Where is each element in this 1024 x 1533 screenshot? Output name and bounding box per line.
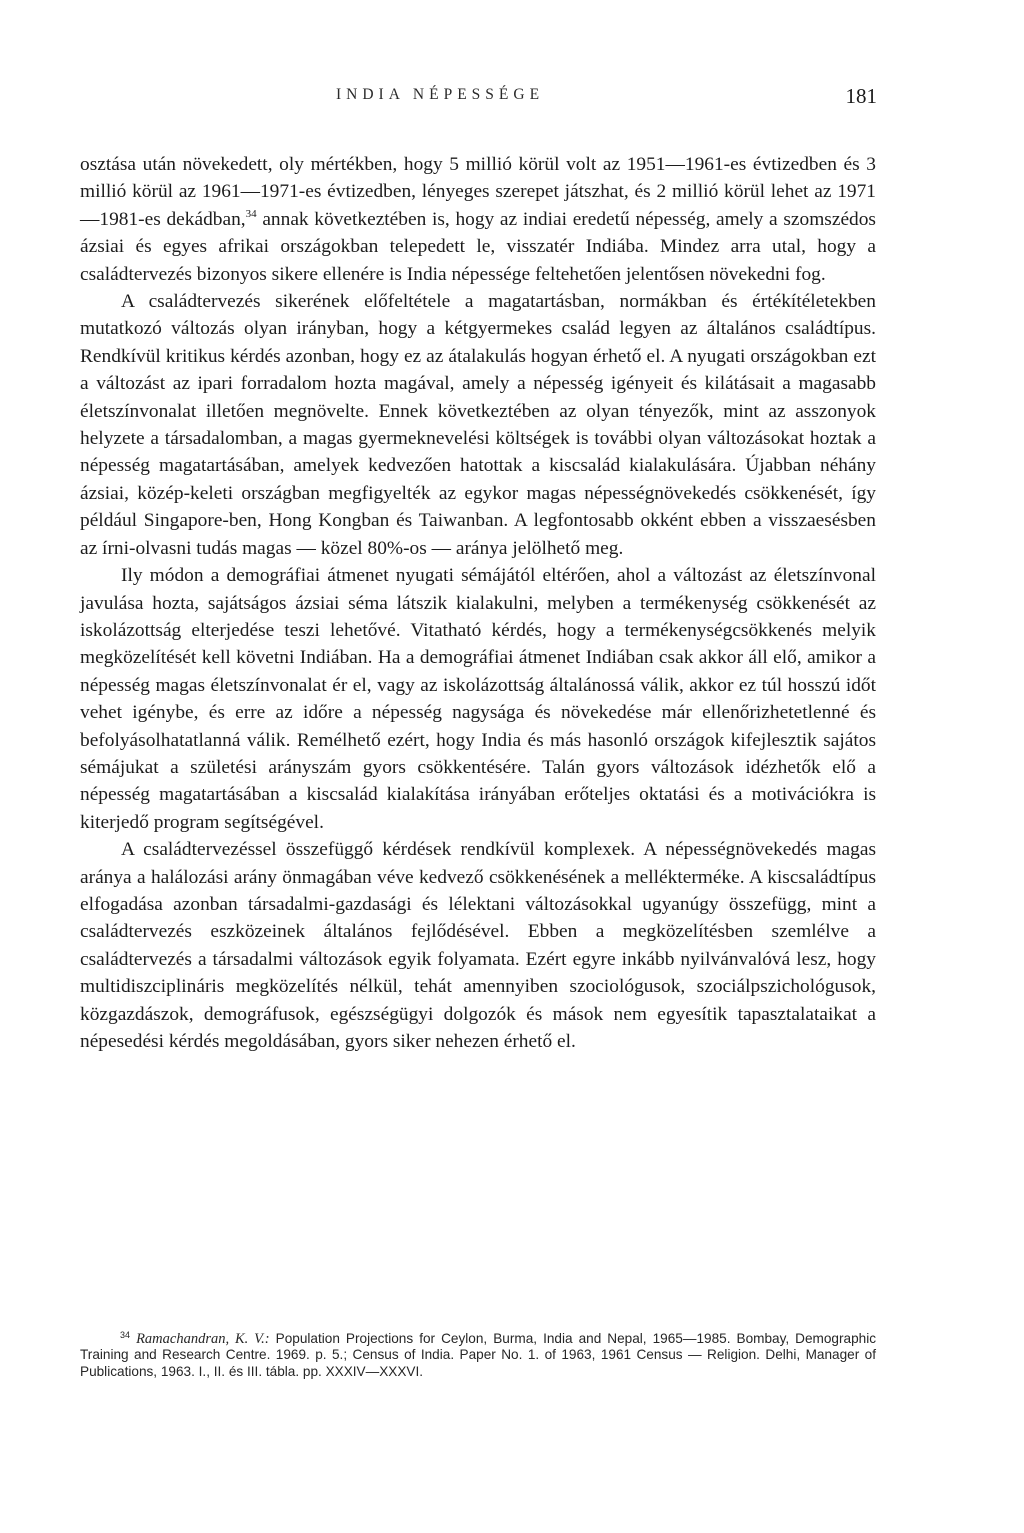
paragraph-1-text: osztása után növekedett, oly mértékben, hogy 5 millió körül volt az 1951—1961-es évtizedben és 3 millió körül az 1961—1971-es évtizedben, lényeges szerepet játszhat, és 2 millió körül lehet az 1971—1981-es dekádban, [80, 154, 876, 230]
footnote-author: Ramachandran, K. V.: [136, 1331, 270, 1347]
paragraph-2: A családtervezés sikerének előfeltétele a magatartásban, normákban és értékítéletekben mutatkozó változás olyan irányban, hogy a kétgyermekes család legyen az általános családtípus. Rendkívül kritikus kérdés azonban, hogy ez az átalakulás hogyan érhető el. A nyugati országokban ezt a változást az ipari forradalom hozta magával, amely a népesség igényeit és kilátásait a magasabb életszínvonalat illetően megnövelte. Ennek következtében az olyan tényezők, mint az asszonyok helyzete a társadalomban, a magas gyermeknevelési költségek is további olyan változásokat hoztak a népesség magatartásában, amelyek kedvezően hatottak a kiscsalád kialakulására. Újabban néhány ázsiai, közép-keleti országban megfigyelték az egykor magas népességnövekedés csökkenését, így például Singapore-ben, Hong Kongban és Taiwanban. A legfontosabb okként ebben a visszaesésben az írni-olvasni tudás magas — közel 80%-os — aránya jelölhető meg. [80, 291, 876, 559]
paragraph-4: A családtervezéssel összefüggő kérdések rendkívül komplexek. A népességnövekedés magas aránya a halálozási arány önmagában véve kedvező csökkenésének a mellékterméke. A kiscsaládtípus elfogadása azonban társadalmi-gazdasági és lélektani változásokkal ugyanúgy összefügg, mint a családtervezés eszközeinek általános fejlődésével. Ebben a megközelítésben szemlélve a családtervezés a társadalmi változások egyik folyamata. Ezért egyre inkább nyilvánvalóvá lesz, hogy multidiszciplináris megközelítés nélkül, tehát amennyiben szociológusok, szociálpszichológusok, közgazdászok, demográfusok, egészségügyi dolgozók és mások nem egyesítik tapasztalataikat a népesedési kérdés megoldásában, gyors siker nehezen érhető el. [80, 839, 876, 1052]
paragraph-3: Ily módon a demográfiai átmenet nyugati sémájától eltérően, ahol a változást az életszínvonal javulása hozta, sajátságos ázsiai séma látszik kialakulni, melyben a termékenység csökkenését az iskolázottság elterjedése teszi lehetővé. Vitatható kérdés, hogy a termékenységcsökkenés melyik megközelítését kell követni Indiában. Ha a demográfiai átmenet Indiában csak akkor áll elő, amikor a népesség magas életszínvonalat ér el, vagy az iskolázottság általánossá válik, akkor ez túl hosszú időt vehet igénybe, és erre az időre a népesség nagysága és növekedése már ellenőrizhetetlenné és befolyásolhatatlanná válik. Remélhető ezért, hogy India és más hasonló országok kifejlesztik sajátos sémájukat a születési arányszám gyors csökkentésére. Talán gyors változások idézhetők elő a népesség magatartásában a kiscsalád kialakítása irányában erőteljes oktatási és a motivációkra is kiterjedő program segítségével. [80, 565, 876, 833]
running-title: INDIA NÉPESSÉGE [336, 86, 545, 103]
paragraph-1 [80, 151, 876, 288]
footnote-divider [114, 1322, 254, 1323]
footnote-marker: 34 [120, 1330, 131, 1340]
paragraph-1-text-continued: annak következtében is, hogy az indiai eredetű népesség, amely a szomszédos ázsiai és egyes afrikai országokban telepedett le, visszatér Indiába. Mindez arra utal, hogy a családtervezés bizonyos sikere ellenére is India népessége feltehetően jelentősen növekedni fog. [80, 208, 876, 285]
footnote-text: Population Projections for Ceylon, Burma, India and Nepal, 1965—1985. Bombay, Demographic Training and Research Centre. 1969. p. 5.; Census of India. Paper No. 1. of 1963, 1961 Census — Religion. Delhi, Manager of Publications, 1963. I., II. és III. tábla. pp. XXXIV—XXXVI. [80, 1331, 877, 1379]
page-number: 181 [845, 84, 877, 108]
footnote-reference: 34 [245, 207, 257, 220]
main-text [80, 151, 876, 1055]
footnote [80, 1331, 876, 1380]
